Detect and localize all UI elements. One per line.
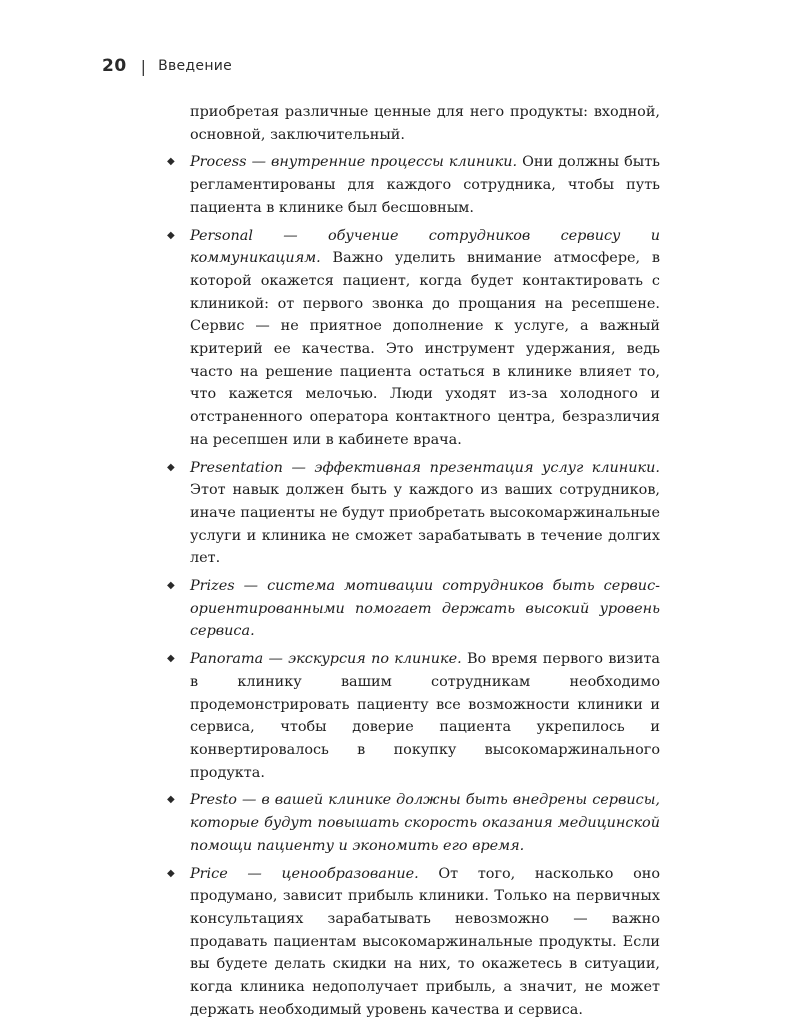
list-item-process bbox=[167, 151, 661, 219]
section-title: Введение bbox=[158, 58, 233, 74]
item-lead: Prizes — система мотивации сотрудников быть сервис-ориентированными помогает держать высокий уровень сервиса. bbox=[190, 578, 660, 640]
bullet-diamond-icon: ◆ bbox=[167, 867, 175, 879]
body-text bbox=[167, 101, 661, 1026]
bullet-diamond-icon: ◆ bbox=[167, 229, 175, 241]
list-item-presto bbox=[167, 789, 660, 857]
item-lead: Price — ценообразование. bbox=[190, 865, 419, 882]
item-text: Они должны быть регламентированы для каждого сотрудника, чтобы путь пациента в клинике был бесшовным. bbox=[190, 154, 661, 216]
page-header bbox=[102, 52, 232, 80]
list-item-panorama bbox=[167, 648, 661, 784]
item-lead: Panorama — экскурсия по клинике. bbox=[190, 651, 462, 668]
item-text: Во время первого визита в клинику вашим сотрудникам необходимо продемонстрировать пациенту все возможности клиники и сервиса, чтобы доверие пациента укрепилось и конвертировалось в покупку высокомаржинального продукта. bbox=[190, 651, 661, 781]
list-item-presentation bbox=[167, 457, 660, 571]
bullet-diamond-icon: ◆ bbox=[167, 156, 175, 168]
item-text: Важно уделить внимание атмосфере, в которой окажется пациент, когда будет контактировать с клиникой: от первого звонка до прощания на ресепшене. Сервис — не приятное дополнение к услуге, а важный критерий ее качества. Это инструмент удержания, ведь часто на решение пациента остаться в клинике влияет то, что кажется мелочью. Люди уходят из-за холодного и отстраненного оператора контактного центра, безразличия на ресепшен или в кабинете врача. bbox=[190, 250, 660, 448]
item-lead: Presto — в вашей клинике должны быть внедрены сервисы, которые будут повышать скорость оказания медицинской помощи пациенту и экономить его время. bbox=[190, 792, 660, 854]
item-text: Этот навык должен быть у каждого из ваших сотрудников, иначе пациенты не будут приобретать высокомаржинальные услуги и клиника не сможет зарабатывать в течение долгих лет. bbox=[190, 482, 660, 567]
bullet-diamond-icon: ◆ bbox=[167, 580, 175, 592]
bullet-diamond-icon: ◆ bbox=[167, 461, 175, 473]
bullet-list bbox=[167, 151, 661, 1021]
list-item-personal bbox=[167, 225, 660, 452]
page-number: 20 bbox=[102, 56, 127, 76]
item-lead: Personal — обучение сотрудников сервису и коммуникациям. bbox=[190, 227, 660, 267]
bullet-diamond-icon: ◆ bbox=[167, 653, 175, 665]
list-item-prizes bbox=[167, 575, 660, 643]
header-separator: | bbox=[140, 56, 147, 76]
item-text: От того, насколько оно продумано, зависит прибыль клиники. Только на первичных консультациях зарабатывать невозможно — важно продавать пациентам высокомаржинальные продукты. Если вы будете делать скидки на них, то окажетесь в ситуации, когда клиника недополучает прибыль, а значит, не может держать необходимый уровень качества и сервиса. bbox=[190, 865, 660, 1018]
bullet-diamond-icon: ◆ bbox=[167, 794, 175, 806]
item-lead: Process — внутренние процессы клиники. bbox=[190, 154, 518, 171]
list-item-price bbox=[167, 863, 660, 1022]
item-lead: Presentation — эффективная презентация услуг клиники. bbox=[190, 459, 660, 476]
continuation-paragraph: приобретая различные ценные для него продукты: входной, основной, заключительный. bbox=[190, 104, 660, 143]
